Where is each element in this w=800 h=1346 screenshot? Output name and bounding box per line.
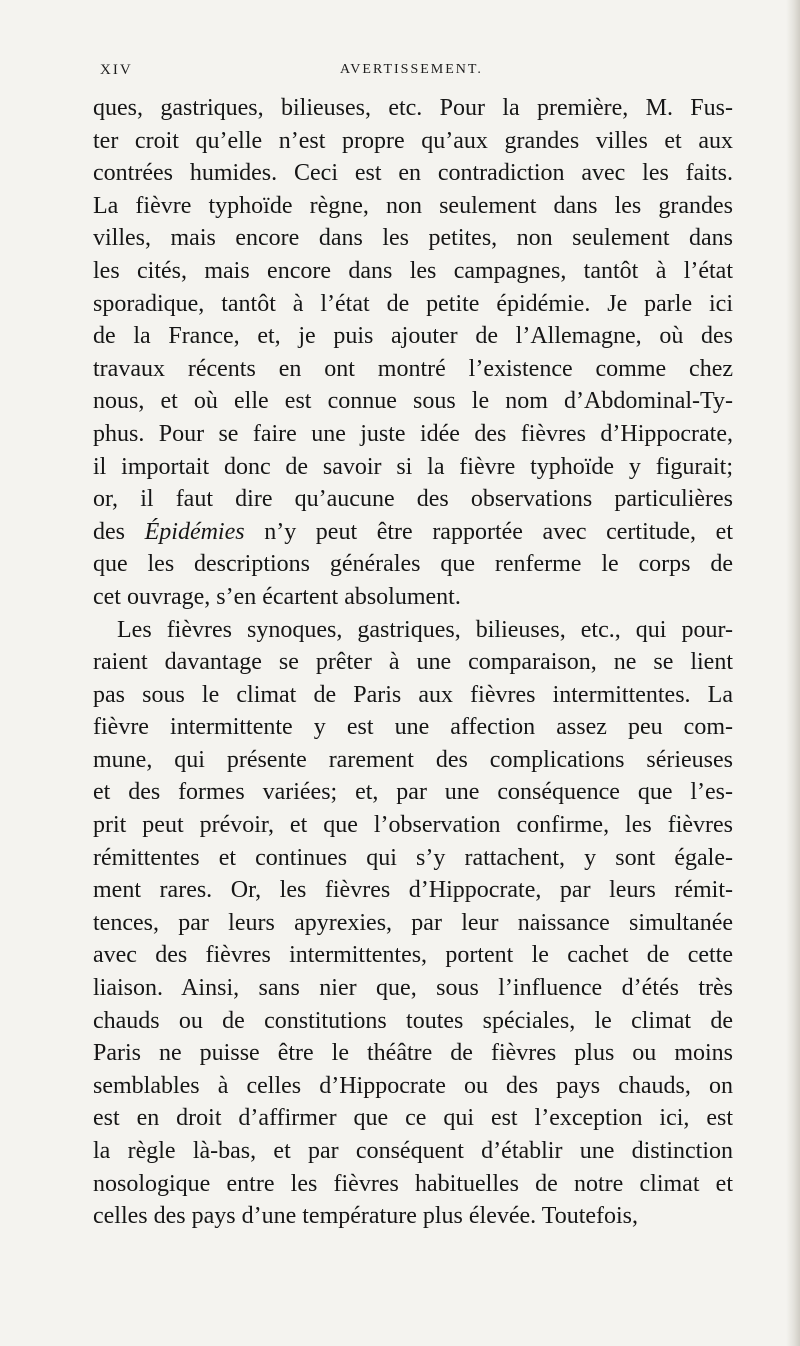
text-line (93, 1168, 733, 1201)
text-segment: et des formes variées; et, par une conséquence que l’es- (93, 779, 733, 806)
text-segment: chauds ou de constitutions toutes spéciales, le climat de (93, 1007, 733, 1034)
text-line (93, 92, 733, 125)
text-line (93, 744, 733, 777)
text-segment: ment rares. Or, les fièvres d’Hippocrate, par leurs rémit- (93, 877, 733, 904)
text-segment: nous, et où elle est connue sous le nom d’Abdominal-Ty- (93, 388, 733, 415)
text-line (93, 418, 733, 451)
text-segment: cet ouvrage, s’en écartent absolument. (93, 583, 461, 610)
text-line (93, 451, 733, 484)
text-line (93, 809, 733, 842)
text-line (93, 1200, 733, 1233)
text-line (93, 222, 733, 255)
text-line (93, 1070, 733, 1103)
text-segment: nosologique entre les fièvres habituelles de notre climat et (93, 1170, 733, 1197)
text-segment: tences, par leurs apyrexies, par leur naissance simultanée (93, 909, 733, 936)
text-segment: est en droit d’affirmer que ce qui est l’exception ici, est (93, 1105, 733, 1132)
text-line (93, 288, 733, 321)
text-segment: ter croit qu’elle n’est propre qu’aux grandes villes et aux (93, 127, 733, 154)
text-line (93, 548, 733, 581)
text-segment: semblables à celles d’Hippocrate ou des pays chauds, on (93, 1072, 733, 1099)
text-line (93, 907, 733, 940)
text-line (93, 874, 733, 907)
text-line (93, 1037, 733, 1070)
text-segment: prit peut prévoir, et que l’observation confirme, les fièvres (93, 812, 733, 839)
text-segment: ques, gastriques, bilieuses, etc. Pour la première, M. Fus- (93, 95, 733, 121)
text-segment: travaux récents en ont montré l’existence comme chez (93, 355, 733, 382)
body-text (93, 92, 733, 1233)
text-segment: des (93, 518, 145, 545)
text-segment: n’y peut être rapportée avec certitude, et (244, 518, 733, 545)
text-line (93, 190, 733, 223)
text-segment: contrées humides. Ceci est en contradiction avec les faits. (93, 160, 733, 187)
text-segment: mune, qui présente rarement des complications sérieuses (93, 746, 733, 773)
text-line (93, 646, 733, 679)
text-segment: avec des fièvres intermittentes, portent le cachet de cette (93, 942, 733, 969)
text-line (93, 842, 733, 875)
text-line (93, 125, 733, 158)
text-segment: la règle là-bas, et par conséquent d’établir une distinction (93, 1138, 733, 1164)
text-line (93, 939, 733, 972)
text-segment: il importait donc de savoir si la fièvre typhoïde y figurait; (93, 453, 733, 480)
text-segment: phus. Pour se faire une juste idée des fièvres d’Hippocrate, (93, 420, 733, 447)
text-line (93, 614, 733, 647)
text-segment: raient davantage se prêter à une comparaison, ne se lient (93, 649, 733, 676)
page-edge-shadow (786, 0, 800, 1346)
text-segment: Les fièvres synoques, gastriques, bilieuses, etc., qui pour- (117, 616, 733, 643)
running-head (100, 58, 700, 84)
text-line (93, 776, 733, 809)
text-segment: les cités, mais encore dans les campagnes, tantôt à l’état (93, 257, 733, 284)
text-line (93, 679, 733, 712)
text-line (93, 581, 733, 614)
text-segment: fièvre intermittente y est une affection assez peu com- (93, 714, 733, 741)
text-line (93, 1102, 733, 1135)
text-segment: or, il faut dire qu’aucune des observations particulières (93, 486, 733, 513)
running-title: AVERTISSEMENT. (340, 62, 483, 77)
text-segment: pas sous le climat de Paris aux fièvres intermittentes. La (93, 681, 733, 708)
text-line (93, 255, 733, 288)
text-line (93, 972, 733, 1005)
text-segment: liaison. Ainsi, sans nier que, sous l’influence d’étés très (93, 975, 733, 1002)
text-segment: rémittentes et continues qui s’y rattachent, y sont égale- (93, 844, 733, 871)
text-line (93, 157, 733, 190)
text-line (93, 1135, 733, 1168)
text-line (93, 320, 733, 353)
text-segment: que les descriptions générales que renferme le corps de (93, 551, 733, 578)
text-segment: La fièvre typhoïde règne, non seulement dans les grandes (93, 192, 733, 219)
text-line (93, 483, 733, 516)
text-line (93, 516, 733, 549)
text-segment: de la France, et, je puis ajouter de l’Allemagne, où des (93, 323, 733, 350)
text-line (93, 385, 733, 418)
text-line (93, 353, 733, 386)
text-segment: sporadique, tantôt à l’état de petite épidémie. Je parle ici (93, 290, 733, 317)
text-line (93, 1005, 733, 1038)
italic-title: Épidémies (144, 518, 245, 545)
page-number: XIV (100, 62, 133, 78)
text-segment: celles des pays d’une température plus élevée. Toutefois, (93, 1203, 639, 1230)
text-segment: Paris ne puisse être le théâtre de fièvres plus ou moins (93, 1040, 733, 1067)
text-segment: villes, mais encore dans les petites, non seulement dans (93, 225, 733, 252)
text-line (93, 711, 733, 744)
